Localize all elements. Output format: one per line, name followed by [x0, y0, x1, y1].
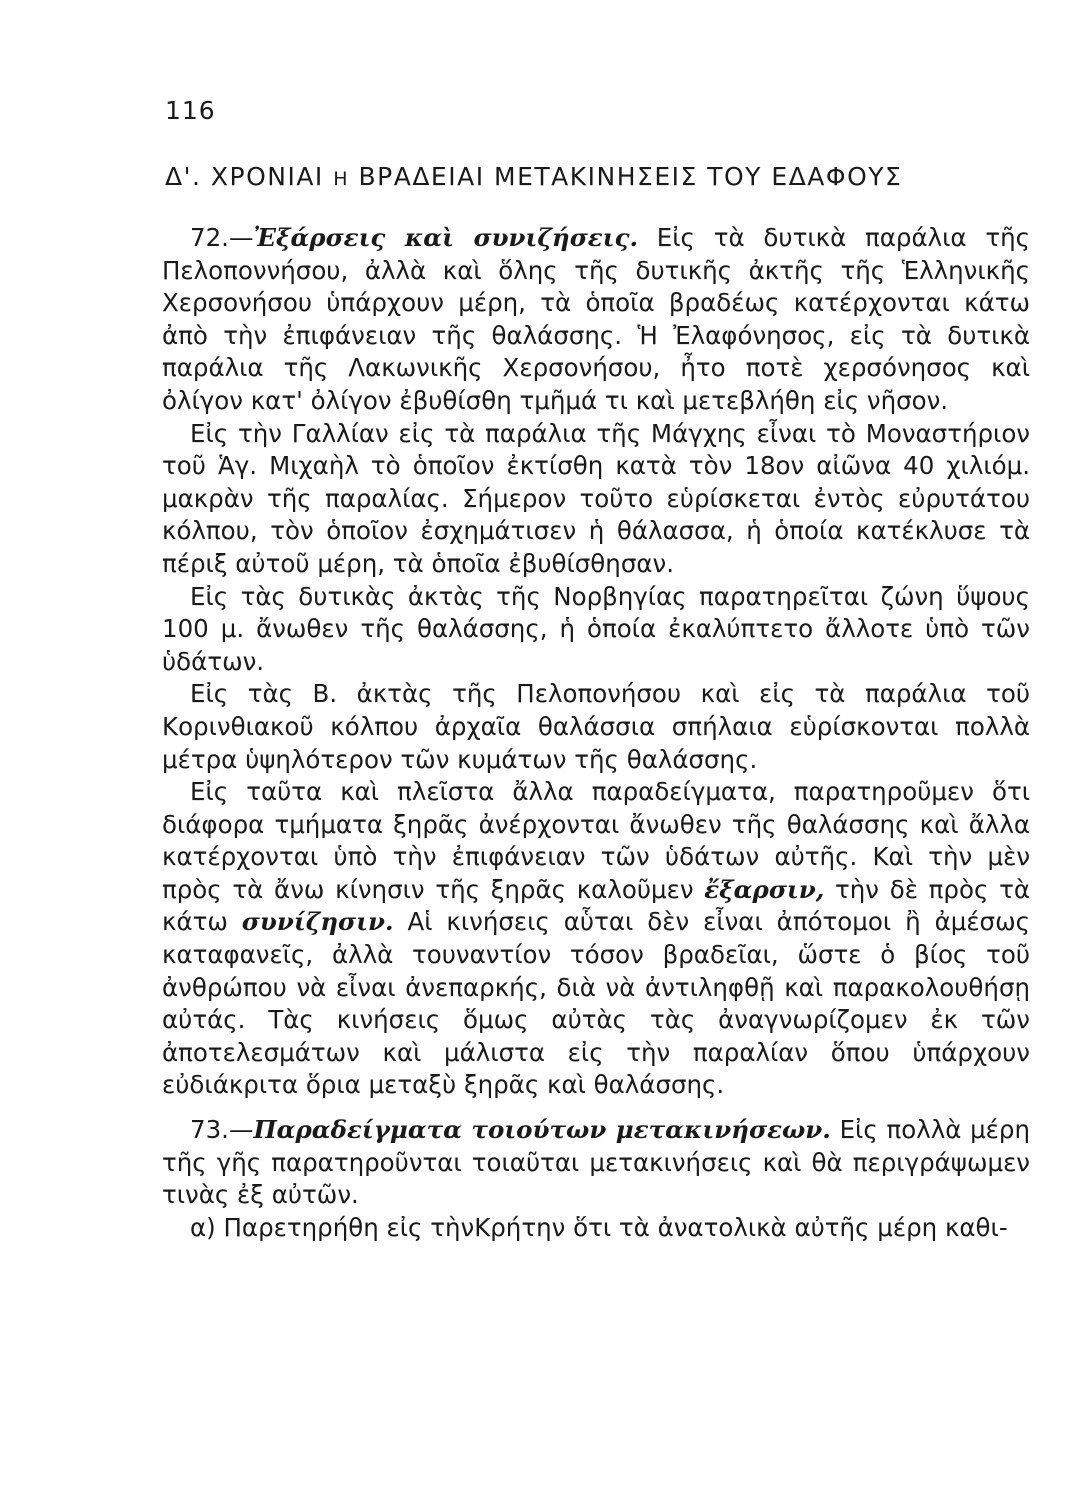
section-73-paragraph-2: α) Παρετηρήθη εἰς τὴνΚρήτην ὅτι τὰ ἀνατολικὰ αὐτῆς μέρη καθι-	[190, 1212, 1008, 1242]
chapter-title-prefix: Δ'. ΧΡΟΝΙΑΙ	[165, 162, 334, 191]
section-73-number: 73.—	[190, 1115, 254, 1145]
term-exarsis: ἔξαρσιν,	[704, 874, 825, 904]
section-73-paragraph-1	[162, 1114, 1030, 1212]
section-72-paragraph-3: Εἰς τὰς δυτικὰς ἀκτὰς τῆς Νορβηγίας παρατηρεῖται ζώνη ὕψους 100 μ. ἄνωθεν τῆς θαλάσσης, ἡ ὁποία ἐκαλύπτετο ἄλλοτε ὑπὸ τῶν ὑδάτων.	[162, 581, 1030, 676]
section-72-text-5a: Εἰς ταῦτα καὶ πλεῖστα ἄλλα παραδείγματα, παρατηροῦμεν ὅτι διάφορα τμήματα ξηρᾶς ἀνέρχονται ἄνωθεν τῆς θαλάσσης καὶ ἄλλα κατέρχονται ὑπὸ τὴν ἐπιφάνειαν τῶν ὑδάτων αὐτῆς. Καὶ τὴν μὲν πρὸς τὰ ἄνω κίνησιν τῆς ξηρᾶς καλοῦμεν	[162, 777, 1030, 904]
chapter-title-rest: ΒΡΑΔΕΙΑΙ ΜΕΤΑΚΙΝΗΣΕΙΣ ΤΟΥ ΕΔΑΦΟΥΣ	[349, 162, 903, 191]
section-72-paragraph-2: Εἰς τὴν Γαλλίαν εἰς τὰ παράλια τῆς Μάγχης εἶναι τὸ Μοναστήριον τοῦ Ἁγ. Μιχαὴλ τὸ ὁποῖον ἐκτίσθη κατὰ τὸν 18ον αἰῶνα 40 χιλιόμ. μακρὰν τῆς παραλίας. Σήμερον τοῦτο εὑρίσκεται ἐντὸς εὐρυτάτου κόλπου, τὸν ὁποῖον ἐσχημάτισεν ἡ θάλασσα, ἡ ὁποία κατέκλυσε τὰ πέριξ αὐτοῦ μέρη, τὰ ὁποῖα ἐβυθίσθησαν.	[162, 418, 1030, 578]
section-72-heading: Ἐξάρσεις καὶ συνιζήσεις.	[253, 223, 638, 252]
section-72-number: 72.—	[190, 223, 254, 252]
section-72-text-5b: τὴν δὲ πρὸς τὰ κάτω	[162, 874, 1030, 937]
chapter-title-conjunction: Η	[333, 168, 350, 190]
section-73-text-1: Εἰς πολλὰ μέρη τῆς γῆς παρατηροῦνται τοιαῦται μετακινήσεις καὶ θὰ περιγράψωμεν τινὰς ἐξ αὐτῶν.	[162, 1115, 1030, 1210]
page-number: 116	[165, 96, 216, 125]
section-72-paragraph-1	[162, 222, 1030, 418]
section-72-paragraph-4: Εἰς τὰς Β. ἀκτὰς τῆς Πελοπονήσου καὶ εἰς τὰ παράλια τοῦ Κορινθιακοῦ κόλπου ἀρχαῖα θαλάσσια σπήλαια εὑρίσκονται πολλὰ μέτρα ὑψηλότερον τῶν κυμάτων τῆς θαλάσσης.	[162, 679, 1030, 774]
body-text	[162, 222, 1030, 1244]
section-72-text-1: Εἰς τὰ δυτικὰ παράλια τῆς Πελοποννήσου, ἀλλὰ καὶ ὅλης τῆς δυτικῆς ἀκτῆς τῆς Ἑλληνικῆς Χερσονήσου ὑπάρχουν μέρη, τὰ ὁποῖα βραδέως κατέρχονται κάτω ἀπὸ τὴν ἐπιφάνειαν τῆς θαλάσσης. Ἡ Ἐλαφόνησος, εἰς τὰ δυτικὰ παράλια τῆς Λακωνικῆς Χερσονήσου, ἦτο ποτὲ χερσόνησος καὶ ὀλίγον κατ' ὀλίγον ἐβυθίσθη τμῆμά τι καὶ μετεβλήθη εἰς νῆσον.	[162, 223, 1031, 415]
section-72-paragraph-5	[162, 776, 1030, 1102]
term-synizisis: συνίζησιν.	[241, 907, 394, 937]
section-72-text-5c: Αἱ κινήσεις αὗται δὲν εἶναι ἀπότομοι ἢ ἀμέσως καταφανεῖς, ἀλλὰ τουναντίον τόσον βραδεῖαι, ὥστε ὁ βίος τοῦ ἀνθρώπου νὰ εἶναι ἀνεπαρκής, διὰ νὰ ἀντιληφθῇ καὶ παρακολουθήσῃ αὐτάς. Τὰς κινήσεις ὅμως αὐτὰς τὰς ἀναγνωρίζομεν ἐκ τῶν ἀποτελεσμάτων καὶ μάλιστα εἰς τὴν παραλίαν ὅπου ὑπάρχουν εὐδιάκριτα ὅρια μεταξὺ ξηρᾶς καὶ θαλάσσης.	[162, 907, 1030, 1100]
section-73-heading: Παραδείγματα τοιούτων μετακινήσεων.	[253, 1115, 831, 1145]
chapter-title	[165, 162, 1045, 191]
